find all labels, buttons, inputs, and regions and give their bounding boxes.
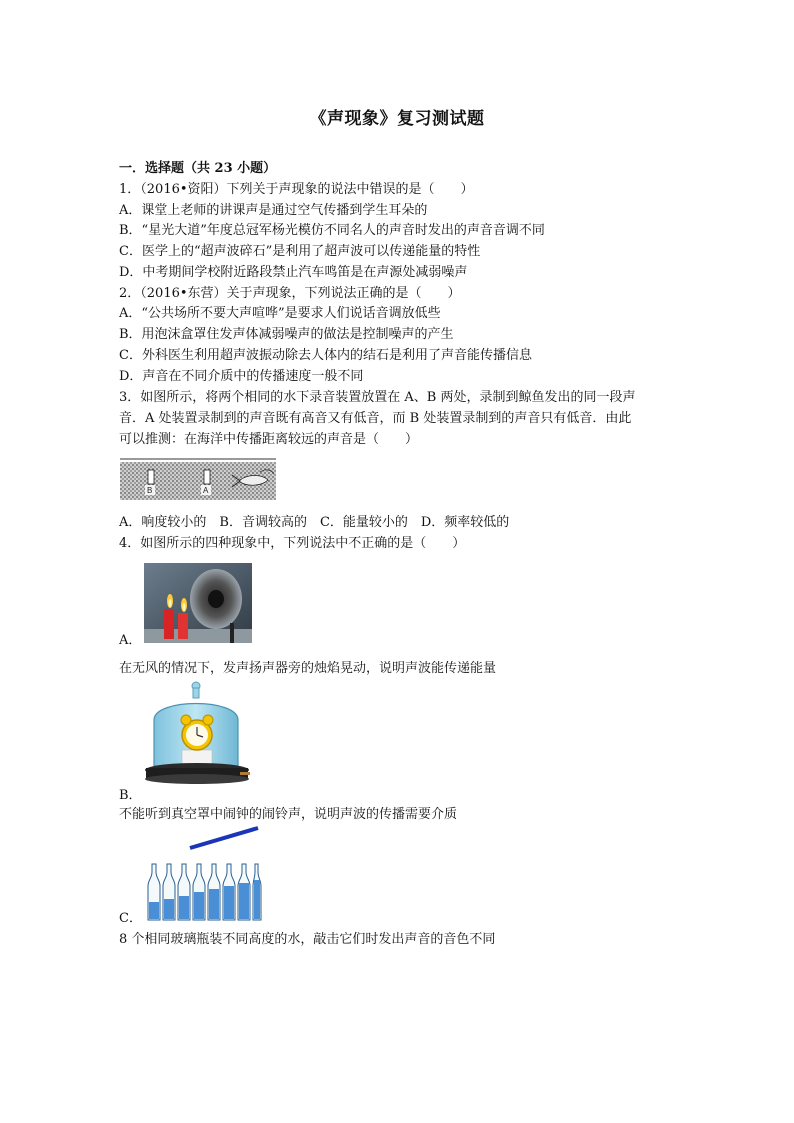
candle-left-icon bbox=[164, 609, 174, 639]
q1-option-c: C．医学上的“超声波碎石”是利用了超声波可以传递能量的特性 bbox=[119, 244, 481, 259]
recorder-b-icon bbox=[148, 470, 154, 484]
q4-stem: 4．如图所示的四种现象中，下列说法中不正确的是（ ） bbox=[119, 536, 466, 551]
q2-option-a: A．“公共场所不要大声喧哗”是要求人们说话音调放低些 bbox=[119, 306, 441, 321]
q1-option-a: A．课堂上老师的讲课声是通过空气传播到学生耳朵的 bbox=[119, 203, 428, 218]
q2-stem: 2．（2016•东营）关于声现象，下列说法正确的是（ ） bbox=[119, 286, 461, 301]
q3-stem-line3: 可以推测：在海洋中传播距离较远的声音是（ ） bbox=[119, 432, 419, 447]
q4-option-b-label: B． bbox=[119, 788, 142, 803]
q1-option-d: D．中考期间学校附近路段禁止汽车鸣笛是在声源处减弱噪声 bbox=[119, 265, 468, 280]
ocean-recorder-figure bbox=[120, 456, 276, 502]
recorder-a-label: A bbox=[203, 486, 209, 495]
q2-option-b: B．用泡沫盒罩住发声体减弱噪声的做法是控制噪声的产生 bbox=[119, 327, 454, 342]
striking-rod-icon bbox=[190, 828, 258, 848]
q3-stem-line1: 3．如图所示，将两个相同的水下录音装置放置在 A、B 两处，录制到鲸鱼发出的同一段声 bbox=[119, 390, 636, 405]
q4-option-a-text: 在无风的情况下，发声扬声器旁的烛焰晃动，说明声波能传递能量 bbox=[119, 661, 497, 676]
q3-options: A．响度较小的 B．音调较高的 C．能量较小的 D．频率较低的 bbox=[119, 515, 510, 530]
q4-option-c-text: 8 个相同玻璃瓶装不同高度的水，敲击它们时发出声音的音色不同 bbox=[119, 932, 496, 947]
q2-option-d: D．声音在不同介质中的传播速度一般不同 bbox=[119, 369, 364, 384]
q3-stem-line2: 音．A 处装置录制到的声音既有高音又有低音，而 B 处装置录制到的声音只有低音．由此 bbox=[119, 411, 632, 426]
page-title: 《声现象》复习测试题 bbox=[309, 109, 485, 129]
candle-right-icon bbox=[178, 613, 188, 639]
recorder-a-icon bbox=[204, 470, 210, 484]
recorder-b-label: B bbox=[147, 486, 153, 495]
q2-option-c: C．外科医生利用超声波振动除去人体内的结石是利用了声音能传播信息 bbox=[119, 348, 532, 363]
q4-option-a-label: A． bbox=[119, 633, 142, 648]
water-bottles-figure bbox=[142, 826, 262, 924]
section-heading: 一．选择题（共 23 小题） bbox=[119, 161, 277, 176]
speaker-candle-photo bbox=[144, 563, 252, 643]
q4-option-c-label: C． bbox=[119, 911, 142, 926]
q1-option-b: B．“星光大道”年度总冠军杨光模仿不同名人的声音时发出的声音音调不同 bbox=[119, 223, 545, 238]
q4-option-b-text: 不能听到真空罩中闹钟的闹铃声，说明声波的传播需要介质 bbox=[119, 807, 458, 822]
q1-stem: 1．（2016•资阳）下列关于声现象的说法中错误的是（ ） bbox=[119, 182, 474, 197]
bell-jar-photo bbox=[142, 680, 252, 786]
